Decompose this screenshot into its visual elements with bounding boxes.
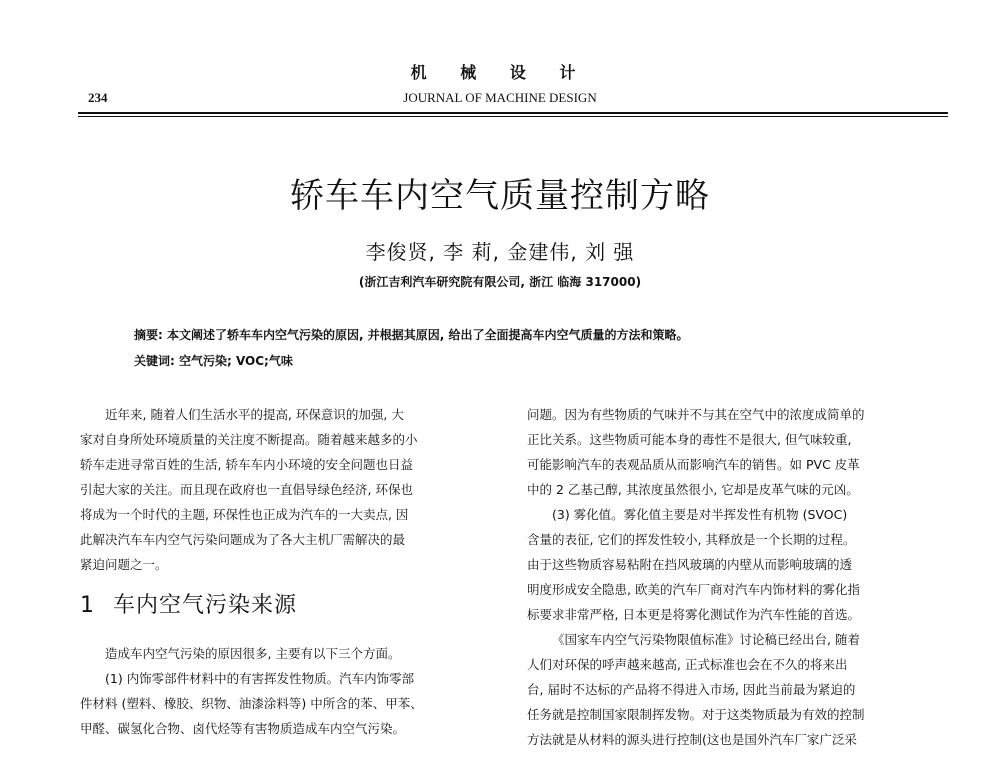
section-paragraph — [80, 641, 492, 741]
header-rule — [78, 112, 948, 117]
text-line: 标要求非常严格, 日本更是将雾化测试作为汽车性能的首选。 — [527, 607, 860, 622]
text-line: 《国家车内空气污染物限值标准》讨论稿已经出台, 随着 — [552, 632, 860, 647]
text-line: 可能影响汽车的表观品质从而影响汽车的销售。如 PVC 皮革 — [527, 457, 860, 472]
article-title: 轿车车内空气质量控制方略 — [290, 176, 710, 216]
keywords: 关键词: 空气污染; VOC;气味 — [134, 354, 293, 368]
text-line: 问题。因为有些物质的气味并不与其在空气中的浓度成简单的 — [527, 407, 865, 422]
text-line: 中的 2 乙基己醇, 其浓度虽然很小, 它却是皮革气味的元凶。 — [527, 482, 859, 497]
text-line: 台, 届时不达标的产品将不得进入市场, 因此当前最为紧迫的 — [527, 682, 856, 697]
abstract: 摘要: 本文阐述了轿车车内空气污染的原因, 并根据其原因, 给出了全面提高车内空气质量的方法和策略。 — [134, 328, 689, 342]
text-line: 此解决汽车车内空气污染问题成为了各大主机厂需解决的最 — [80, 532, 406, 547]
text-line: 造成车内空气污染的原因很多, 主要有以下三个方面。 — [105, 646, 401, 661]
page-number: 234 — [88, 90, 108, 105]
text-line: 含量的表征, 它们的挥发性较小, 其释放是一个长期的过程。 — [527, 532, 856, 547]
text-line: 将成为一个时代的主题, 环保性也正成为汽车的一大卖点, 因 — [80, 507, 409, 522]
text-line: 由于这些物质容易粘附在挡风玻璃的内壁从而影响玻璃的透 — [527, 557, 853, 572]
journal-title-en: JOURNAL OF MACHINE DESIGN — [403, 90, 597, 105]
article-authors: 李俊贤, 李 莉, 金建伟, 刘 强 — [365, 240, 635, 264]
section-title: 车内空气污染来源 — [113, 593, 298, 618]
text-line: (3) 雾化值。雾化值主要是对半挥发性有机物 (SVOC) — [552, 507, 848, 522]
journal-title-cn: 机 械 设 计 — [410, 63, 590, 82]
section-heading — [80, 591, 492, 621]
text-line: 明度形成安全隐患, 欧美的汽车厂商对汽车内饰材料的雾化指 — [527, 582, 860, 597]
text-line: 正比关系。这些物质可能本身的毒性不是很大, 但气味较重, — [527, 432, 852, 447]
right-column — [527, 402, 939, 752]
left-column — [80, 402, 492, 741]
text-line: 紧迫问题之一。 — [80, 557, 168, 572]
text-line: 甲醛、碳氢化合物、卤代烃等有害物质造成车内空气污染。 — [80, 721, 406, 736]
right-paragraph — [527, 402, 939, 752]
text-line: 人们对环保的呼声越来越高, 正式标准也会在不久的将来出 — [527, 657, 848, 672]
text-line: 方法就是从材料的源头进行控制(这也是国外汽车厂家广泛采 — [527, 732, 857, 747]
text-line: 近年来, 随着人们生活水平的提高, 环保意识的加强, 大 — [105, 407, 404, 422]
text-line: 件材料 (塑料、橡胶、织物、油漆涂料等) 中所含的苯、甲苯、 — [80, 696, 423, 711]
text-line: 轿车走进寻常百姓的生活, 轿车车内小环境的安全问题也日益 — [80, 457, 413, 472]
text-line: 任务就是控制国家限制挥发物。对于这类物质最为有效的控制 — [527, 707, 865, 722]
text-line: 家对自身所处环境质量的关注度不断提高。随着越来越多的小 — [80, 432, 418, 447]
text-line: (1) 内饰零部件材料中的有害挥发性物质。汽车内饰零部 — [105, 671, 415, 686]
section-number: 1 — [80, 593, 95, 618]
text-line: 引起大家的关注。而且现在政府也一直倡导绿色经济, 环保也 — [80, 482, 413, 497]
author-affiliation: (浙江吉利汽车研究院有限公司, 浙江 临海 317000) — [358, 275, 642, 289]
intro-paragraph — [80, 402, 492, 577]
